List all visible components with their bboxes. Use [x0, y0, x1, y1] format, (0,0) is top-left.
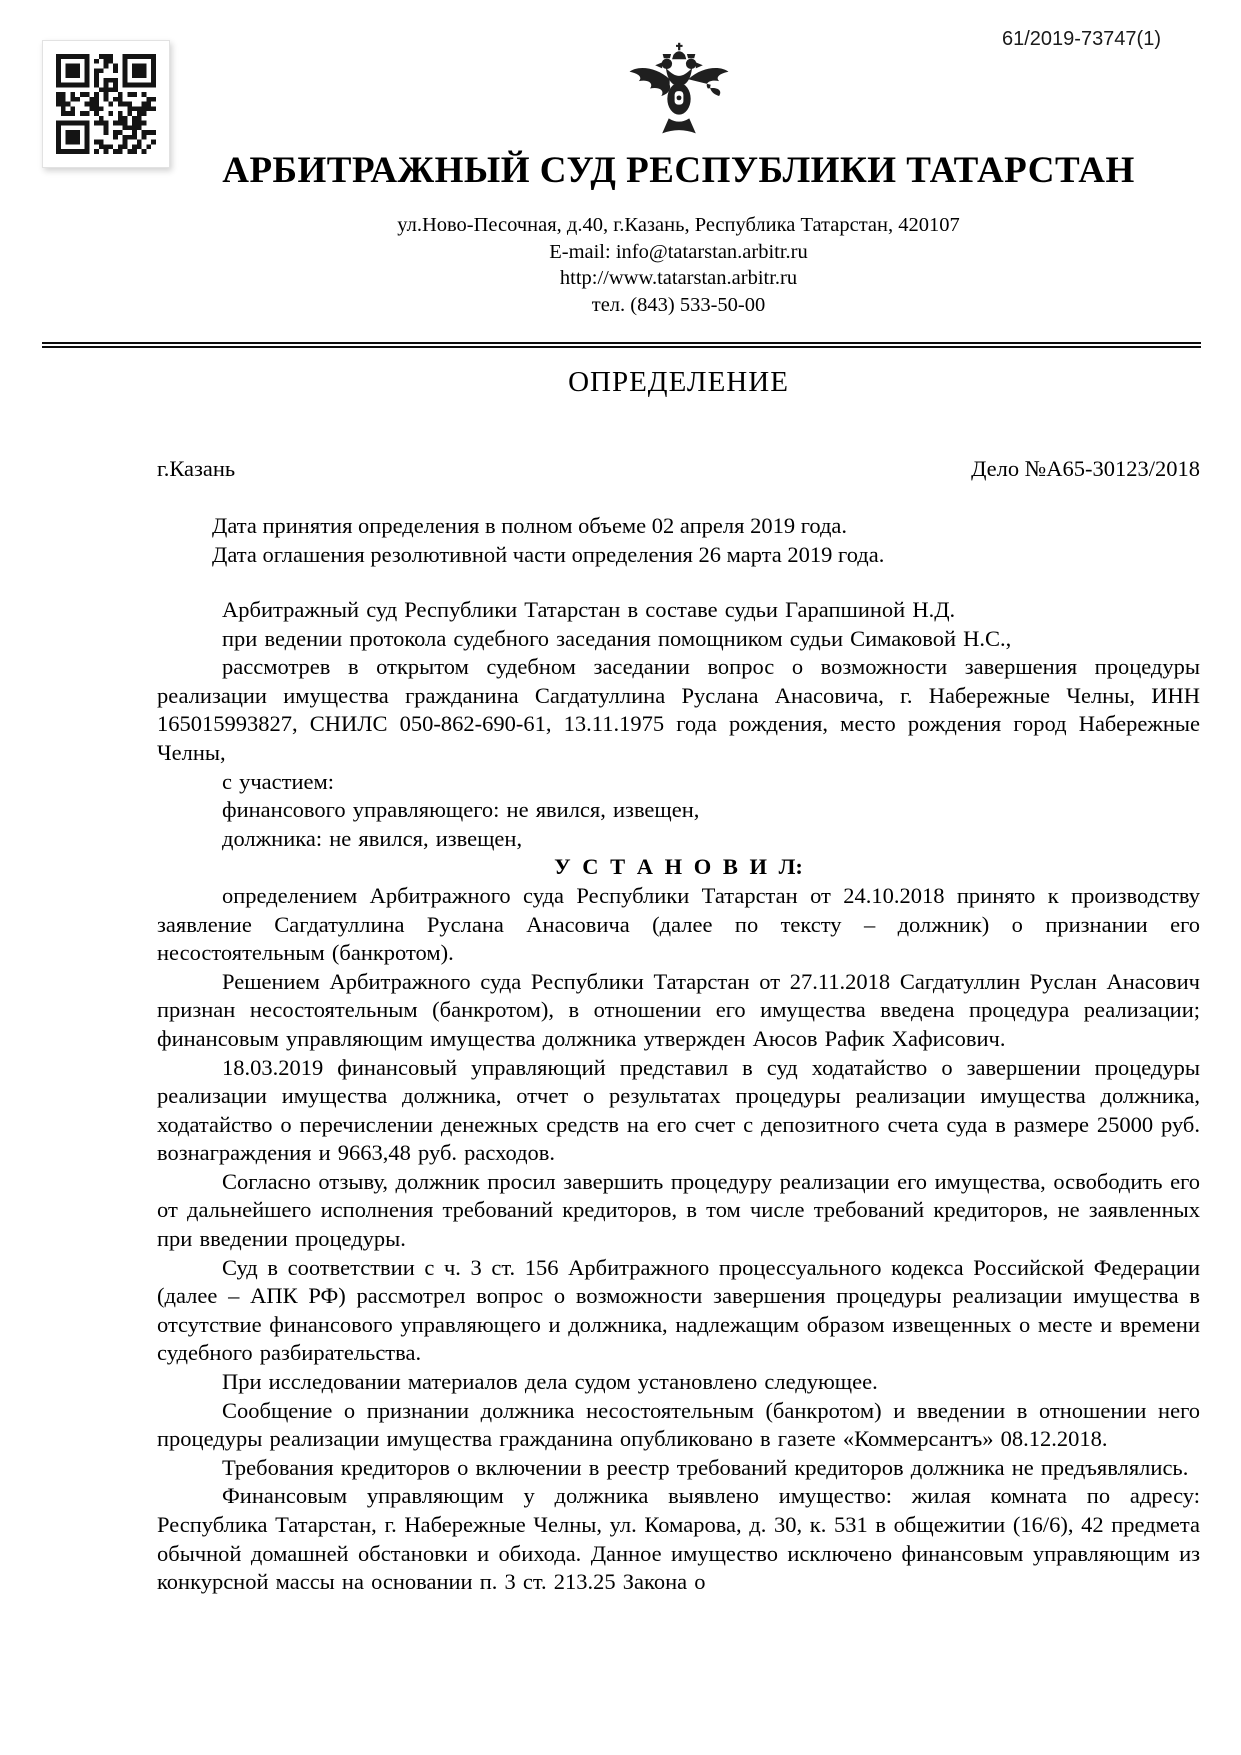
qr-code-icon	[56, 54, 156, 154]
body-paragraph: 18.03.2019 финансовый управляющий представил в суд ходатайство о завершении процедуры реализации имущества должника, отчет о результатах процедуры реализации имущества должника, ходатайство о перечислении денежных средств на его счет с депозитного счета суда в размере 25000 руб. вознаграждения и 9663,48 руб. расходов.	[157, 1054, 1200, 1166]
intro-paragraph: с участием:	[222, 768, 335, 794]
city-case-row	[157, 455, 1200, 483]
court-name-title: АРБИТРАЖНЫЙ СУД РЕСПУБЛИКИ ТАТАРСТАН	[222, 150, 1135, 191]
header-double-rule	[42, 342, 1201, 348]
russia-coat-of-arms-icon	[623, 40, 735, 152]
intro-paragraph: Арбитражный суд Республики Татарстан в составе судьи Гарапшиной Н.Д.	[222, 597, 956, 622]
body-paragraph: При исследовании материалов дела судом установлено следующее.	[222, 1369, 878, 1395]
intro-paragraph: должника: не явился, извещен,	[222, 825, 523, 851]
intro-paragraph: при ведении протокола судебного заседания помощником судьи Симаковой Н.С.,	[222, 625, 1012, 651]
document-registration-number: 61/2019-73747(1)	[1001, 28, 1161, 50]
body-paragraph: Требования кредиторов о включении в реестр требований кредиторов должника не предъявлялись.	[222, 1454, 1189, 1480]
body-paragraph: определением Арбитражного суда Республики Татарстан от 24.10.2018 принято к производству заявление Сагдатуллина Руслана Анасовича (далее по тексту – должник) о признании его несостоятельным (банкротом).	[157, 882, 1200, 966]
intro-paragraph: финансового управляющего: не явился, извещен,	[222, 797, 700, 823]
date-full-text-line: Дата принятия определения в полном объеме 02 апреля 2019 года.	[212, 513, 848, 538]
body-paragraph: Согласно отзыву, должник просил завершить процедуру реализации его имущества, освободить его от дальнейшего исполнения требований кредиторов, в том числе требований кредиторов, не заявленных при введении процедуры.	[157, 1168, 1200, 1252]
city-label: г.Казань	[157, 456, 236, 481]
body-paragraph: Суд в соответствии с ч. 3 ст. 156 Арбитражного процессуального кодекса Российской Федерации (далее – АПК РФ) рассмотрел вопрос о возможности завершения процедуры реализации имущества в отсутствие финансового управляющего и должника, надлежащим образом извещенных о месте и времени судебного разбирательства.	[157, 1254, 1200, 1366]
emblem-wrap	[157, 40, 1200, 157]
qr-code-card	[42, 40, 170, 168]
body-paragraph: Финансовым управляющим у должника выявлено имущество: жилая комната по адресу: Республика Татарстан, г. Набережные Челны, ул. Комарова, д. 30, к. 531 в общежитии (16/6), 42 предмета обычной домашней обстановки и обихода. Данное имущество исключено финансовым управляющим из конкурсной массы на основании п. 3 ст. 213.25 Закона о	[157, 1483, 1200, 1595]
ruling-heading: У С Т А Н О В И Л:	[554, 854, 803, 880]
document-body	[157, 596, 1200, 1597]
document-type-heading: ОПРЕДЕЛЕНИЕ	[568, 366, 789, 398]
body-paragraph: Решением Арбитражного суда Республики Татарстан от 27.11.2018 Сагдатуллин Руслан Анасович признан несостоятельным (банкротом), в отношении его имущества введена процедура реализации; финансовым управляющим имущества должника утвержден Аюсов Рафик Хафисович.	[157, 968, 1200, 1051]
decision-dates-block	[157, 512, 1200, 569]
court-contact-block	[157, 212, 1200, 318]
body-paragraph: Сообщение о признании должника несостоятельным (банкротом) и введении в отношении него процедуры реализации имущества гражданина опубликовано в газете «Коммерсантъ» 08.12.2018.	[157, 1397, 1200, 1452]
court-phone-line: тел. (843) 533-50-00	[591, 293, 766, 316]
court-website-line: http://www.tatarstan.arbitr.ru	[559, 267, 798, 289]
case-number: Дело №А65-30123/2018	[971, 456, 1200, 481]
intro-paragraph: рассмотрев в открытом судебном заседании вопрос о возможности завершения процедуры реализации имущества гражданина Сагдатуллина Руслана Анасовича, г. Набережные Челны, ИНН 165015993827, СНИЛС 050-862-690-61, 13.11.1975 года рождения, место рождения город Набережные Челны,	[157, 654, 1200, 765]
date-operative-line: Дата оглашения резолютивной части определения 26 марта 2019 года.	[212, 541, 885, 567]
court-address-line: ул.Ново-Песочная, д.40, г.Казань, Республика Татарстан, 420107	[397, 214, 960, 236]
court-email-line: E-mail: info@tatarstan.arbitr.ru	[549, 240, 808, 263]
